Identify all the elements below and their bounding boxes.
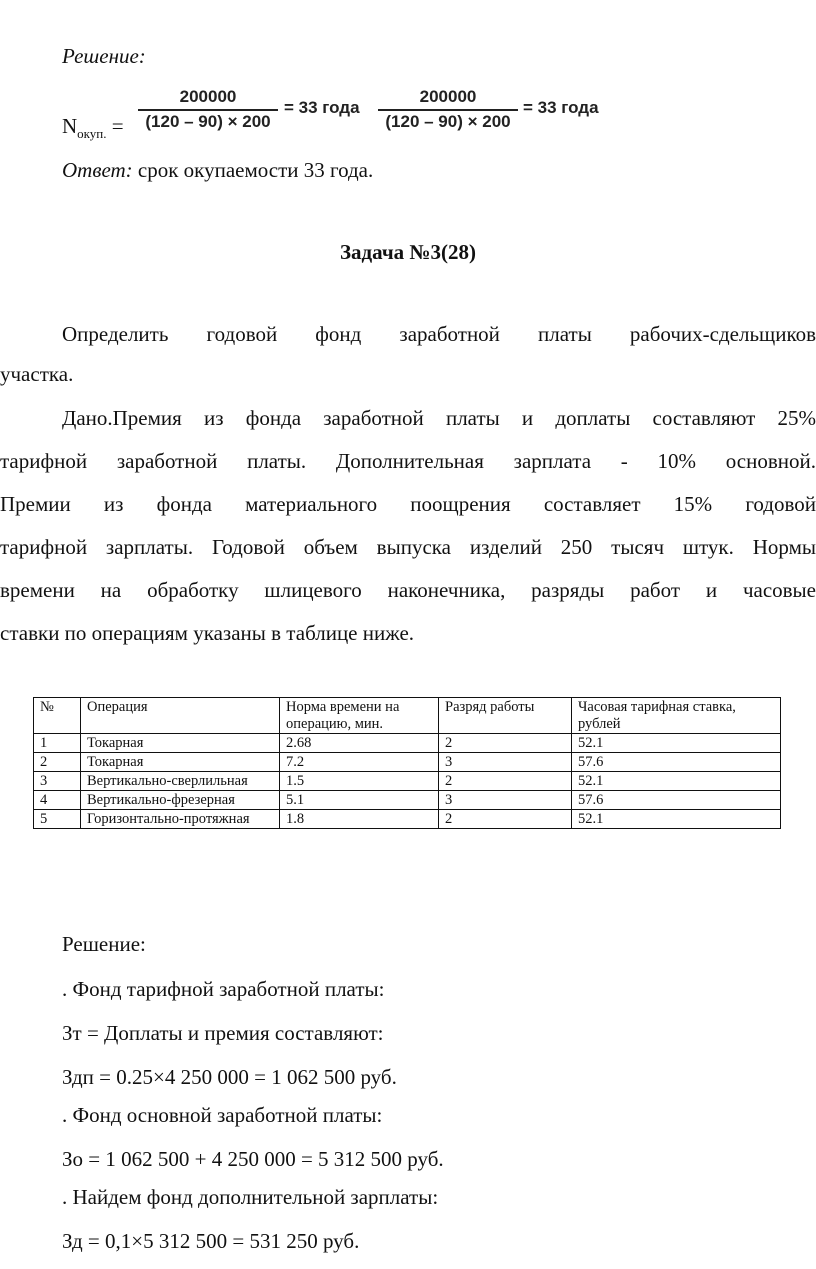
formula-lhs bbox=[62, 114, 124, 146]
cell-number: 5 bbox=[34, 810, 81, 829]
cell-hourly-rate: 57.6 bbox=[572, 791, 781, 810]
cell-time-norm: 2.68 bbox=[280, 734, 439, 753]
table-row bbox=[34, 810, 781, 829]
cell-number: 3 bbox=[34, 772, 81, 791]
given-line-2: тарифной заработной платы. Дополнительная зарплата - 10% основной. bbox=[0, 449, 816, 473]
table-row bbox=[34, 734, 781, 753]
given-line-3: Премии из фонда материального поощрения составляет 15% годовой bbox=[0, 492, 816, 516]
cell-number: 2 bbox=[34, 753, 81, 772]
header-number: № bbox=[34, 698, 81, 734]
cell-time-norm: 7.2 bbox=[280, 753, 439, 772]
cell-time-norm: 5.1 bbox=[280, 791, 439, 810]
cell-hourly-rate: 52.1 bbox=[572, 772, 781, 791]
header-operation: Операция bbox=[81, 698, 280, 734]
formula-n: N bbox=[62, 114, 78, 138]
given-line-4: тарифной зарплаты. Годовой объем выпуска изделий 250 тысяч штук. Нормы bbox=[0, 535, 816, 559]
header-hourly-rate: Часовая тарифная ставка, рублей bbox=[572, 698, 781, 734]
cell-time-norm: 1.5 bbox=[280, 772, 439, 791]
header-time-norm: Норма времени на операцию, мин. bbox=[280, 698, 439, 734]
table-row bbox=[34, 753, 781, 772]
answer-label: Ответ: bbox=[62, 158, 133, 182]
cell-grade: 2 bbox=[439, 734, 572, 753]
table-row bbox=[34, 791, 781, 810]
operations-table bbox=[33, 697, 781, 829]
cell-operation: Горизонтально-протяжная bbox=[81, 810, 280, 829]
cell-operation: Токарная bbox=[81, 753, 280, 772]
formula-fraction-2 bbox=[378, 87, 518, 132]
cell-number: 4 bbox=[34, 791, 81, 810]
solution2-line-3: Здп = 0.25×4 250 000 = 1 062 500 руб. bbox=[62, 1065, 397, 1089]
answer-line bbox=[62, 158, 373, 182]
table-header-row bbox=[34, 698, 781, 734]
solution2-line-4: . Фонд основной заработной платы: bbox=[62, 1103, 383, 1127]
cell-hourly-rate: 52.1 bbox=[572, 734, 781, 753]
cell-grade: 2 bbox=[439, 772, 572, 791]
task-title: Задача №3(28) bbox=[339, 240, 477, 264]
cell-operation: Токарная bbox=[81, 734, 280, 753]
cell-number: 1 bbox=[34, 734, 81, 753]
answer-text: срок окупаемости 33 года. bbox=[137, 158, 374, 182]
formula-equals: = bbox=[111, 114, 124, 138]
cell-hourly-rate: 52.1 bbox=[572, 810, 781, 829]
cell-time-norm: 1.8 bbox=[280, 810, 439, 829]
given-line-6: ставки по операциям указаны в таблице ниже. bbox=[0, 621, 415, 645]
formula-fraction-1 bbox=[138, 87, 278, 132]
cell-grade: 3 bbox=[439, 791, 572, 810]
solution2-line-5: Зо = 1 062 500 + 4 250 000 = 5 312 500 руб. bbox=[62, 1147, 444, 1171]
fraction-1-numerator: 200000 bbox=[179, 87, 237, 106]
cell-grade: 2 bbox=[439, 810, 572, 829]
fraction-2-denominator: (120 – 90) × 200 bbox=[385, 112, 511, 131]
solution-heading: Решение: bbox=[62, 44, 146, 68]
given-line-1: Дано.Премия из фонда заработной платы и доплаты составляют 25% bbox=[62, 406, 816, 430]
given-line-5: времени на обработку шлицевого наконечника, разряды работ и часовые bbox=[0, 578, 816, 602]
formula-result-2: = 33 года bbox=[523, 98, 599, 117]
fraction-1-denominator: (120 – 90) × 200 bbox=[145, 112, 271, 131]
header-grade: Разряд работы bbox=[439, 698, 572, 734]
solution2-line-2: Зт = Доплаты и премия составляют: bbox=[62, 1021, 384, 1045]
cell-grade: 3 bbox=[439, 753, 572, 772]
intro-line-1: Определить годовой фонд заработной платы рабочих-сдельщиков bbox=[62, 322, 816, 346]
fraction-2-numerator: 200000 bbox=[419, 87, 477, 106]
formula-result-1: = 33 года bbox=[284, 98, 360, 117]
solution2-line-6: . Найдем фонд дополнительной зарплаты: bbox=[62, 1185, 439, 1209]
formula-subscript: окуп. bbox=[77, 126, 107, 142]
solution2-line-1: . Фонд тарифной заработной платы: bbox=[62, 977, 385, 1001]
cell-operation: Вертикально-фрезерная bbox=[81, 791, 280, 810]
cell-operation: Вертикально-сверлильная bbox=[81, 772, 280, 791]
solution2-heading: Решение: bbox=[62, 932, 146, 956]
cell-hourly-rate: 57.6 bbox=[572, 753, 781, 772]
table-row bbox=[34, 772, 781, 791]
intro-line-2: участка. bbox=[0, 362, 74, 386]
solution2-line-7: Зд = 0,1×5 312 500 = 531 250 руб. bbox=[62, 1229, 360, 1253]
